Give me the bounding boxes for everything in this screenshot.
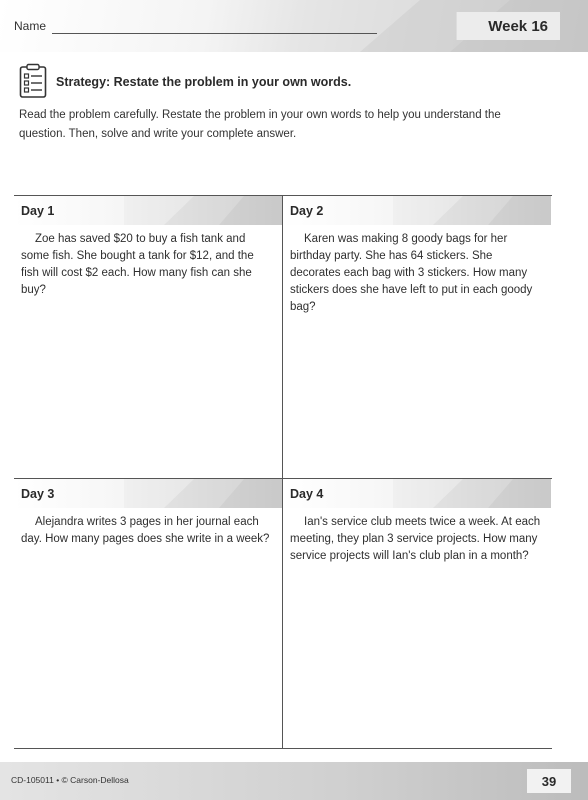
day-3-cell[interactable] [14,479,282,761]
page-header [0,0,588,52]
name-label: Name [14,19,47,33]
day-4-problem: Ian's service club meets twice a week. At each meeting, they plan 3 service projects. How many service projects will Ian's club plan in a month? [290,516,541,562]
day-1-header [14,196,282,225]
day-2-header [283,196,551,225]
day-4-label: Day 4 [290,487,324,501]
day-3-label: Day 3 [21,487,55,501]
day-3-header [14,479,282,508]
day-2-cell[interactable] [283,196,551,478]
day-1-label: Day 1 [21,204,55,218]
day-2-label: Day 2 [290,204,324,218]
day-1-cell[interactable] [14,196,282,478]
week-badge: Week 16 [456,12,560,40]
page-number: 39 [527,769,571,793]
page-footer [0,762,588,800]
day-header-decoration [124,196,282,225]
footer-copyright: CD-105011 • © Carson-Dellosa [11,775,129,785]
name-line[interactable] [52,33,377,34]
day-header-decoration [393,479,551,508]
strategy-title: Strategy: Restate the problem in your own words. [56,75,352,89]
day-1-problem: Zoe has saved $20 to buy a fish tank and some fish. She bought a tank for $12, and the fish will cost $2 each. How many fish can she buy? [21,233,254,296]
day-grid [14,195,552,749]
day-2-problem: Karen was making 8 goody bags for her birthday party. She has 64 stickers. She decorates each bag with 3 stickers. How many stickers does she have left to put in each goody bag? [290,233,533,313]
instructions-text: Read the problem carefully. Restate the problem in your own words to help you understand the question. Then, solve and write your complete answer. [19,109,501,140]
day-3-problem: Alejandra writes 3 pages in her journal each day. How many pages does she write in a week? [21,516,270,545]
day-header-decoration [393,196,551,225]
checklist-clipboard-icon [19,63,47,99]
day-header-decoration [124,479,282,508]
day-4-cell[interactable] [283,479,551,761]
day-4-header [283,479,551,508]
